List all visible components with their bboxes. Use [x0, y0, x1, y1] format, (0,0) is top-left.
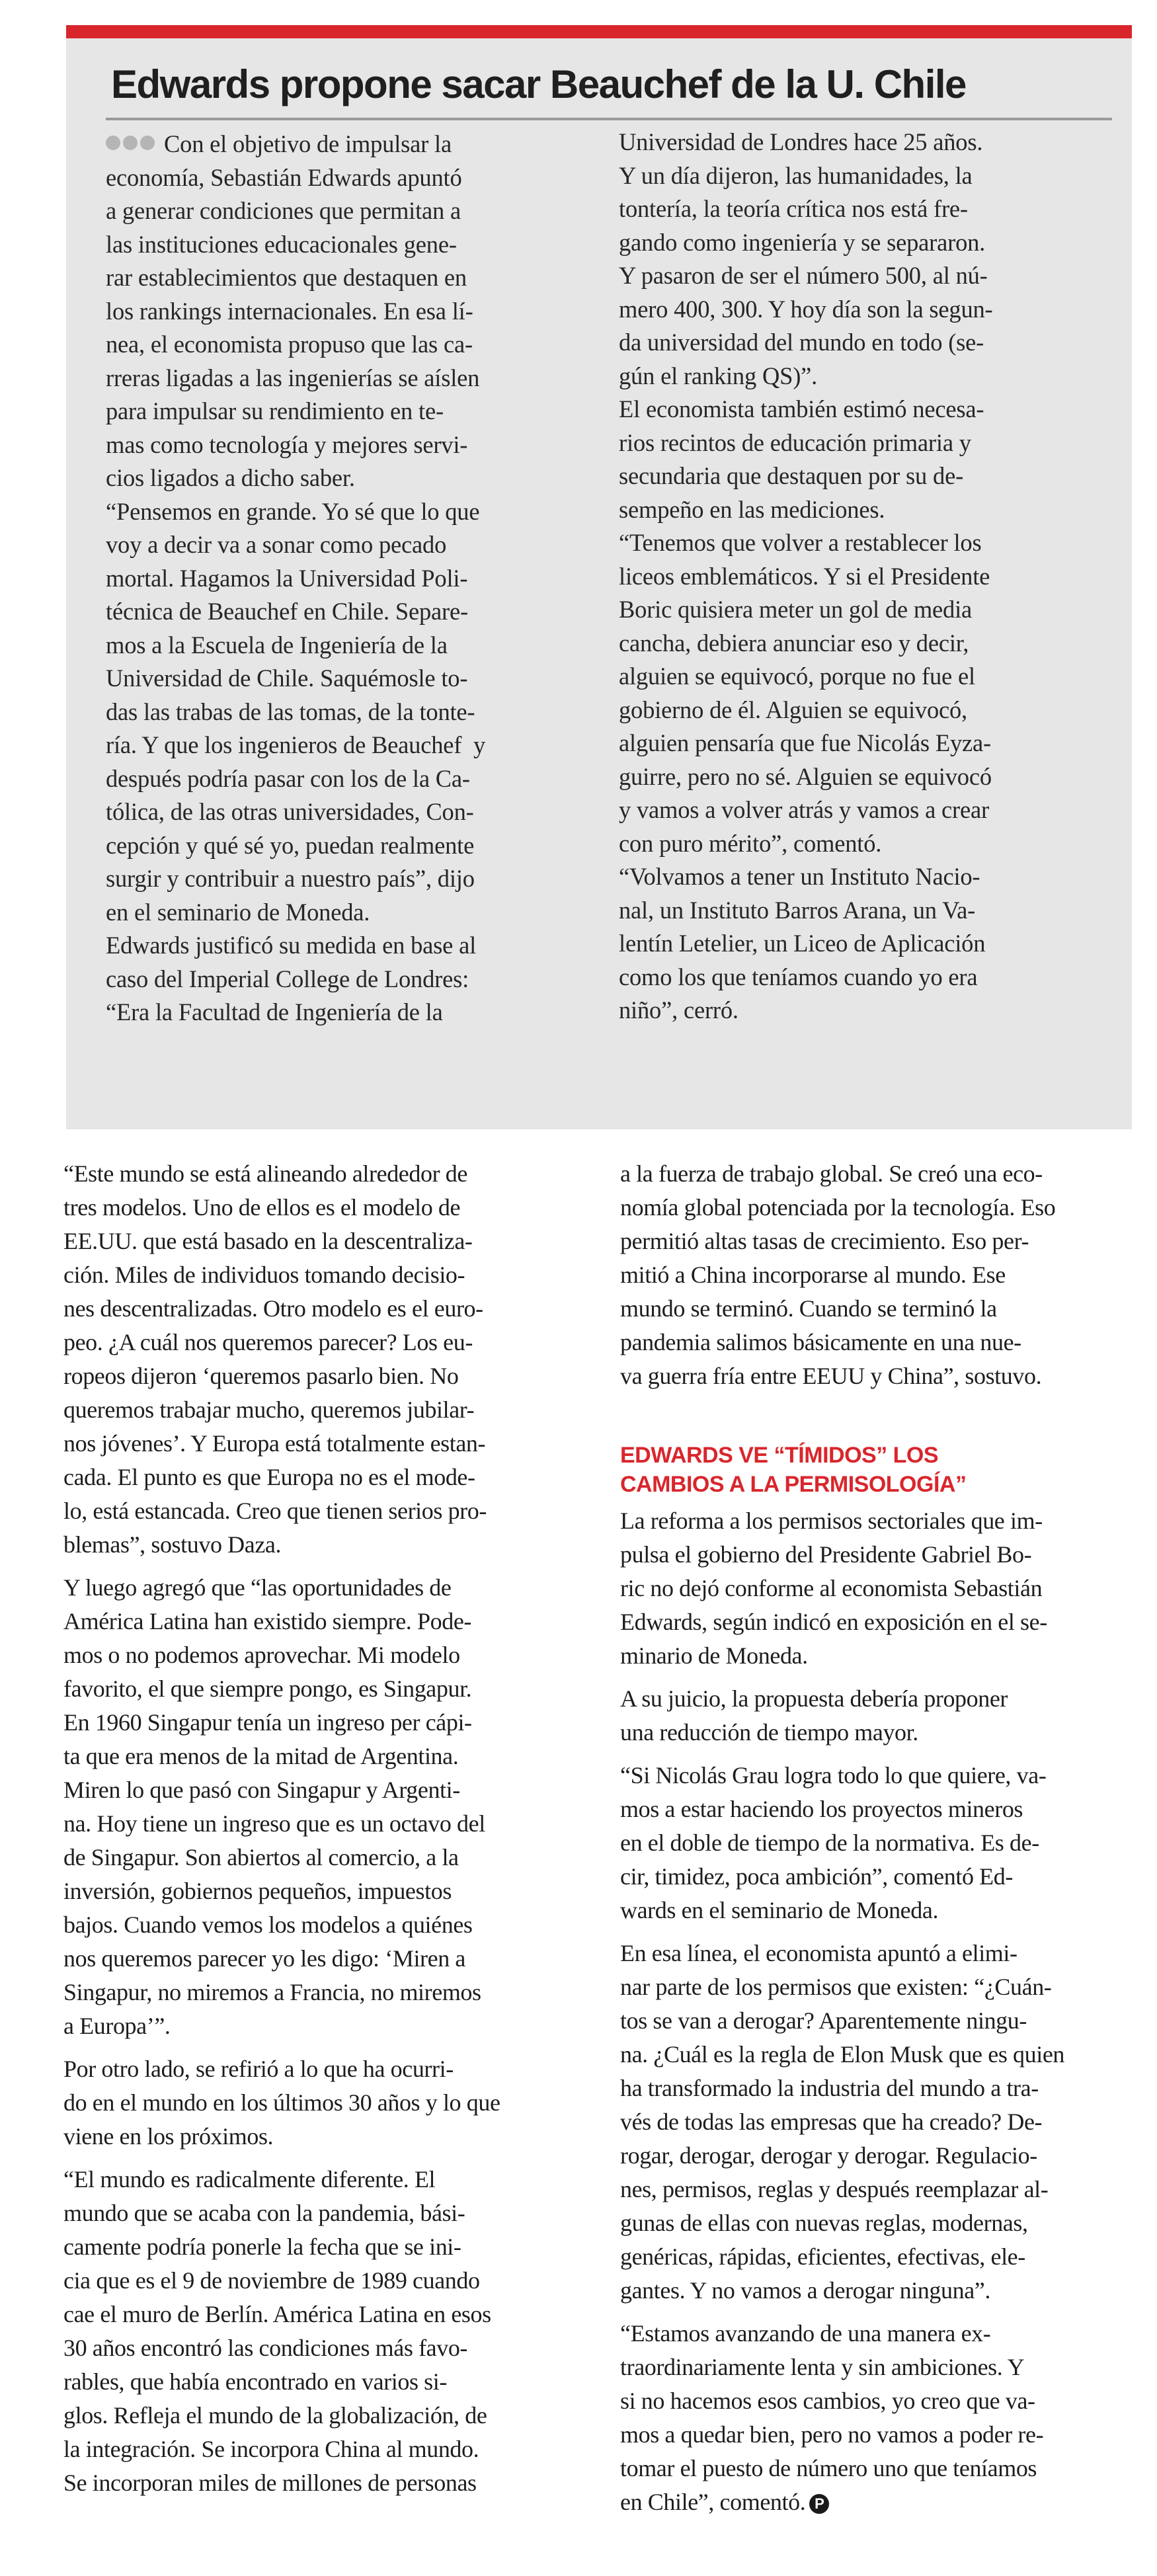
sidebar-paragraph: Edwards justificó su medida en base al caso del Imperial College de Londres: “Era la Facultad de Ingeniería de la	[106, 932, 477, 1026]
article-left-column	[63, 1157, 571, 2500]
article-paragraph: a la fuerza de trabajo global. Se creó una eco- nomía global potenciada por la tecnología. Eso permitió altas tasas de crecimiento. Eso per- mitió a China incorporarse al mundo. Ese mundo se terminó. Cuando se terminó la pandemia salimos básicamente en una nue- va guerra fría entre EEUU y China”, sostuvo.	[620, 1160, 1056, 1389]
article-paragraph: A su juicio, la propuesta debería proponer una reducción de tiempo mayor.	[620, 1685, 1008, 1746]
article-subhead: EDWARDS VE “TÍMIDOS” LOS CAMBIOS A LA PERMISOLOGÍA”	[620, 1443, 967, 1497]
sidebar-paragraph: “Tenemos que volver a restablecer los liceos emblemáticos. Y si el Presidente Boric quisiera meter un gol de media cancha, debiera anunciar eso y decir, alguien se equivocó, porque no fue el gobierno de él. Alguien se equivocó, alguien pensaría que fue Nicolás Eyza- guirre, pero no sé. Alguien se equivocó y vamos a volver atrás y vamos a crear con puro mérito”, comentó.	[619, 529, 992, 857]
article-paragraph: Y luego agregó que “las oportunidades de América Latina han existido siempre. Pode- mos o no podemos aprovechar. Mi modelo favorito, el que siempre pongo, es Singapur. En 1960 Singapur tenía un ingreso per cápi- ta que era menos de la mitad de Argentina. Miren lo que pasó con Singapur y Argenti- na. Hoy tiene un ingreso que es un octavo del de Singapur. Son abiertos al comercio, a la inversión, gobiernos pequeños, impuestos bajos. Cuando vemos los modelos a quiénes nos queremos parecer yo les digo: ‘Miren a Singapur, no miremos a Francia, no miremos a Europa’”.	[63, 1574, 485, 2039]
sidebar-left-column	[106, 126, 608, 1029]
article-paragraph: “Este mundo se está alineando alrededor de tres modelos. Uno de ellos es el modelo de EE.UU. que está basado en la descentraliza- ción. Miles de individuos tomando decisio- nes descentralizadas. Otro modelo es el euro- peo. ¿A cuál nos queremos parecer? Los eu- ropeos dijeron ‘queremos pasarlo bien. No queremos trabajar mucho, queremos jubilar- nos jóvenes’. Y Europa está totalmente estan- cada. El punto es que Europa no es el mode- lo, está estancada. Creo que tienen serios pro- blemas”, sostuvo Daza.	[63, 1160, 487, 1558]
sidebar-paragraph: “Pensemos en grande. Yo sé que lo que voy a decir va a sonar como pecado mortal. Hagamos la Universidad Poli- técnica de Beauchef en Chile. Separe- mos a la Escuela de Ingeniería de la Universidad de Chile. Saquémosle to- das las trabas de las tomas, de la tonte- ría. Y que los ingenieros de Beauchef y después podría pasar con los de la Ca- tólica, de las otras universidades, Con- cepción y qué sé yo, puedan realmente surgir y contribuir a nuestro país”, dijo en el seminario de Moneda.	[106, 497, 486, 926]
article-paragraph: “El mundo es radicalmente diferente. El mundo que se acaba con la pandemia, bási- camente podría ponerle la fecha que se ini- cia que es el 9 de noviembre de 1989 cuando cae el muro de Berlín. América Latina en esos 30 años encontró las condiciones más favo- rables, que había encontrado en varios si- glos. Refleja el mundo de la globalización, de la integración. Se incorpora China al mundo. Se incorporan miles de millones de personas	[63, 2166, 491, 2496]
end-mark-icon: P	[809, 2494, 829, 2514]
article-paragraph	[620, 2317, 1128, 2519]
sidebar-paragraph: “Volvamos a tener un Instituto Nacio- nal, un Instituto Barros Arana, un Va- lentín Letelier, un Liceo de Aplicación como los que teníamos cuando yo era niño”, cerró.	[619, 863, 986, 1024]
article-paragraph: “Si Nicolás Grau logra todo lo que quiere, va- mos a estar haciendo los proyectos mineros en el doble de tiempo de la normativa. Es de- cir, timidez, poca ambición”, comentó Ed- wards en el seminario de Moneda.	[620, 1762, 1047, 1923]
article-paragraph-text: “Estamos avanzando de una manera ex- traordinariamente lenta y sin ambiciones. Y si no hacemos esos cambios, yo creo que va- mos a quedar bien, pero no vamos a poder re- tomar el puesto de número uno que teníamos en Chile”, comentó.	[620, 2320, 1044, 2515]
sidebar-paragraph: El economista también estimó necesa- rios recintos de educación primaria y secundaria que destaquen por su de- sempeño en las mediciones.	[619, 395, 984, 523]
top-red-rule	[66, 25, 1132, 38]
sidebar-paragraph	[106, 126, 608, 495]
article-right-column	[620, 1157, 1128, 2519]
article-paragraph: La reforma a los permisos sectoriales que im- pulsa el gobierno del Presidente Gabriel Bo- ric no dejó conforme al economista Sebastián Edwards, según indicó en exposición en el se- minario de Moneda.	[620, 1508, 1047, 1669]
article-paragraph: Por otro lado, se refirió a lo que ha ocurri- do en el mundo en los últimos 30 años y lo que viene en los próximos.	[63, 2056, 500, 2150]
sidebar-paragraph-text: Con el objetivo de impulsar la economía, Sebastián Edwards apuntó a generar condiciones que permitan a las instituciones educacionales gene- rar establecimientos que destaquen en los rankings internacionales. En esa lí- nea, el economista propuso que las ca- rreras ligadas a las ingenierías se aíslen para impulsar su rendimiento en te- mas como tecnología y mejores servi- cios ligados a dicho saber.	[106, 130, 480, 491]
sidebar-paragraph: Universidad de Londres hace 25 años. Y un día dijeron, las humanidades, la tontería, la teoría crítica nos está fre- gando como ingeniería y se separaron. Y pasaron de ser el número 500, al nú- mero 400, 300. Y hoy día son la segun- da universidad del mundo en todo (se- gún el ranking QS)”.	[619, 128, 993, 389]
paragraph-dots-icon	[106, 126, 157, 159]
sidebar-title-rule	[106, 118, 1112, 120]
sidebar-title: Edwards propone sacar Beauchef de la U. Chile	[111, 62, 966, 106]
sidebar-right-column	[619, 126, 1121, 1027]
article-paragraph: En esa línea, el economista apuntó a elimi- nar parte de los permisos que existen: “¿Cuán- tos se van a derogar? Aparentemente ningu- na. ¿Cuál es la regla de Elon Musk que es quien ha transformado la industria del mundo a tra- vés de todas las empresas que ha creado? De- rogar, derogar, derogar y derogar. Regulacio- nes, permisos, reglas y después reemplazar al- gunas de ellas con nuevas reglas, modernas, genéricas, rápidas, eficientes, efectivas, ele- gantes. Y no vamos a derogar ninguna”.	[620, 1940, 1065, 2304]
